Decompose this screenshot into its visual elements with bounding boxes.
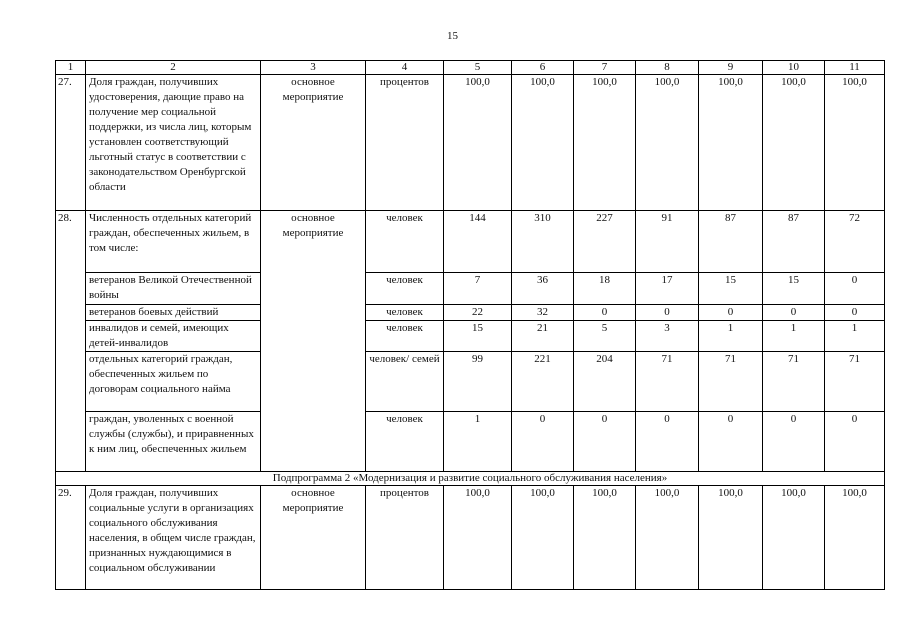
value-cell: 204 [574, 352, 636, 412]
page-number: 15 [447, 30, 458, 42]
value-cell: 71 [825, 352, 885, 412]
column-header: 7 [574, 61, 636, 75]
value-cell: 100,0 [636, 486, 699, 590]
unit: человек [366, 305, 444, 321]
value-cell: 5 [574, 321, 636, 352]
value-cell: 100,0 [444, 75, 512, 211]
value-cell: 18 [574, 273, 636, 305]
indicator-name: ветеранов боевых действий [86, 305, 261, 321]
value-cell: 100,0 [636, 75, 699, 211]
value-cell: 0 [636, 305, 699, 321]
value-cell: 36 [512, 273, 574, 305]
row-number: 28. [56, 211, 86, 472]
indicator-name: Доля граждан, получивших социальные услуги в организациях социального обслуживания населения, в общем числе граждан, признанных нуждающимися в социальном обслуживании [86, 486, 261, 590]
value-cell: 100,0 [574, 486, 636, 590]
indicator-name: отдельных категорий граждан, обеспеченных жильем по договорам социального найма [86, 352, 261, 412]
value-cell: 0 [763, 305, 825, 321]
unit: человек [366, 273, 444, 305]
value-cell: 87 [763, 211, 825, 273]
value-cell: 99 [444, 352, 512, 412]
table-row [56, 486, 885, 590]
indicator-name: инвалидов и семей, имеющих детей-инвалидов [86, 321, 261, 352]
column-header: 5 [444, 61, 512, 75]
unit: процентов [366, 486, 444, 590]
subprogram-title: Подпрограмма 2 «Модернизация и развитие социального обслуживания населения» [56, 472, 885, 486]
column-header: 8 [636, 61, 699, 75]
value-cell: 72 [825, 211, 885, 273]
value-cell: 227 [574, 211, 636, 273]
value-cell: 22 [444, 305, 512, 321]
column-header: 6 [512, 61, 574, 75]
value-cell: 0 [699, 305, 763, 321]
value-cell: 221 [512, 352, 574, 412]
value-cell: 32 [512, 305, 574, 321]
value-cell: 21 [512, 321, 574, 352]
column-header: 3 [261, 61, 366, 75]
table-row [56, 211, 885, 273]
indicator-name: ветеранов Великой Отечественной войны [86, 273, 261, 305]
value-cell: 100,0 [699, 75, 763, 211]
table-row [56, 75, 885, 211]
value-cell: 100,0 [763, 75, 825, 211]
value-cell: 3 [636, 321, 699, 352]
value-cell: 0 [699, 412, 763, 472]
value-cell: 17 [636, 273, 699, 305]
unit: человек [366, 412, 444, 472]
subprogram-row [56, 472, 885, 486]
value-cell: 7 [444, 273, 512, 305]
column-header: 10 [763, 61, 825, 75]
value-cell: 71 [699, 352, 763, 412]
value-cell: 100,0 [444, 486, 512, 590]
value-cell: 100,0 [512, 486, 574, 590]
value-cell: 1 [825, 321, 885, 352]
column-header: 11 [825, 61, 885, 75]
value-cell: 87 [699, 211, 763, 273]
indicator-type: основное мероприятие [261, 486, 366, 590]
column-number-header-row [56, 61, 885, 75]
value-cell: 100,0 [699, 486, 763, 590]
value-cell: 100,0 [825, 75, 885, 211]
indicator-type: основное мероприятие [261, 75, 366, 211]
value-cell: 100,0 [825, 486, 885, 590]
value-cell: 0 [825, 305, 885, 321]
column-header: 9 [699, 61, 763, 75]
value-cell: 1 [699, 321, 763, 352]
column-header: 1 [56, 61, 86, 75]
table-subrow [56, 412, 885, 472]
value-cell: 100,0 [763, 486, 825, 590]
value-cell: 0 [512, 412, 574, 472]
table-subrow [56, 305, 885, 321]
value-cell: 0 [636, 412, 699, 472]
table-subrow [56, 273, 885, 305]
indicators-table [55, 60, 885, 590]
table-subrow [56, 321, 885, 352]
unit: человек/ семей [366, 352, 444, 412]
column-header: 2 [86, 61, 261, 75]
value-cell: 310 [512, 211, 574, 273]
value-cell: 144 [444, 211, 512, 273]
value-cell: 71 [763, 352, 825, 412]
row-number: 29. [56, 486, 86, 590]
value-cell: 100,0 [512, 75, 574, 211]
indicator-name: граждан, уволенных с военной службы (службы), и приравненных к ним лиц, обеспеченных жильем [86, 412, 261, 472]
value-cell: 0 [574, 412, 636, 472]
value-cell: 15 [699, 273, 763, 305]
unit: человек [366, 211, 444, 273]
unit: человек [366, 321, 444, 352]
column-header: 4 [366, 61, 444, 75]
value-cell: 0 [825, 273, 885, 305]
value-cell: 1 [444, 412, 512, 472]
value-cell: 91 [636, 211, 699, 273]
value-cell: 15 [444, 321, 512, 352]
unit: процентов [366, 75, 444, 211]
indicator-name: Численность отдельных категорий граждан, обеспеченных жильем, в том числе: [86, 211, 261, 273]
indicator-name: Доля граждан, получивших удостоверения, дающие право на получение мер социальной поддержки, из числа лиц, которым установлен соответствующий льготный статус в соответствии с законодательством Оренбургской области [86, 75, 261, 211]
table-subrow [56, 352, 885, 412]
value-cell: 100,0 [574, 75, 636, 211]
indicator-type: основное мероприятие [261, 211, 366, 472]
value-cell: 1 [763, 321, 825, 352]
value-cell: 15 [763, 273, 825, 305]
value-cell: 71 [636, 352, 699, 412]
row-number: 27. [56, 75, 86, 211]
value-cell: 0 [763, 412, 825, 472]
value-cell: 0 [574, 305, 636, 321]
value-cell: 0 [825, 412, 885, 472]
